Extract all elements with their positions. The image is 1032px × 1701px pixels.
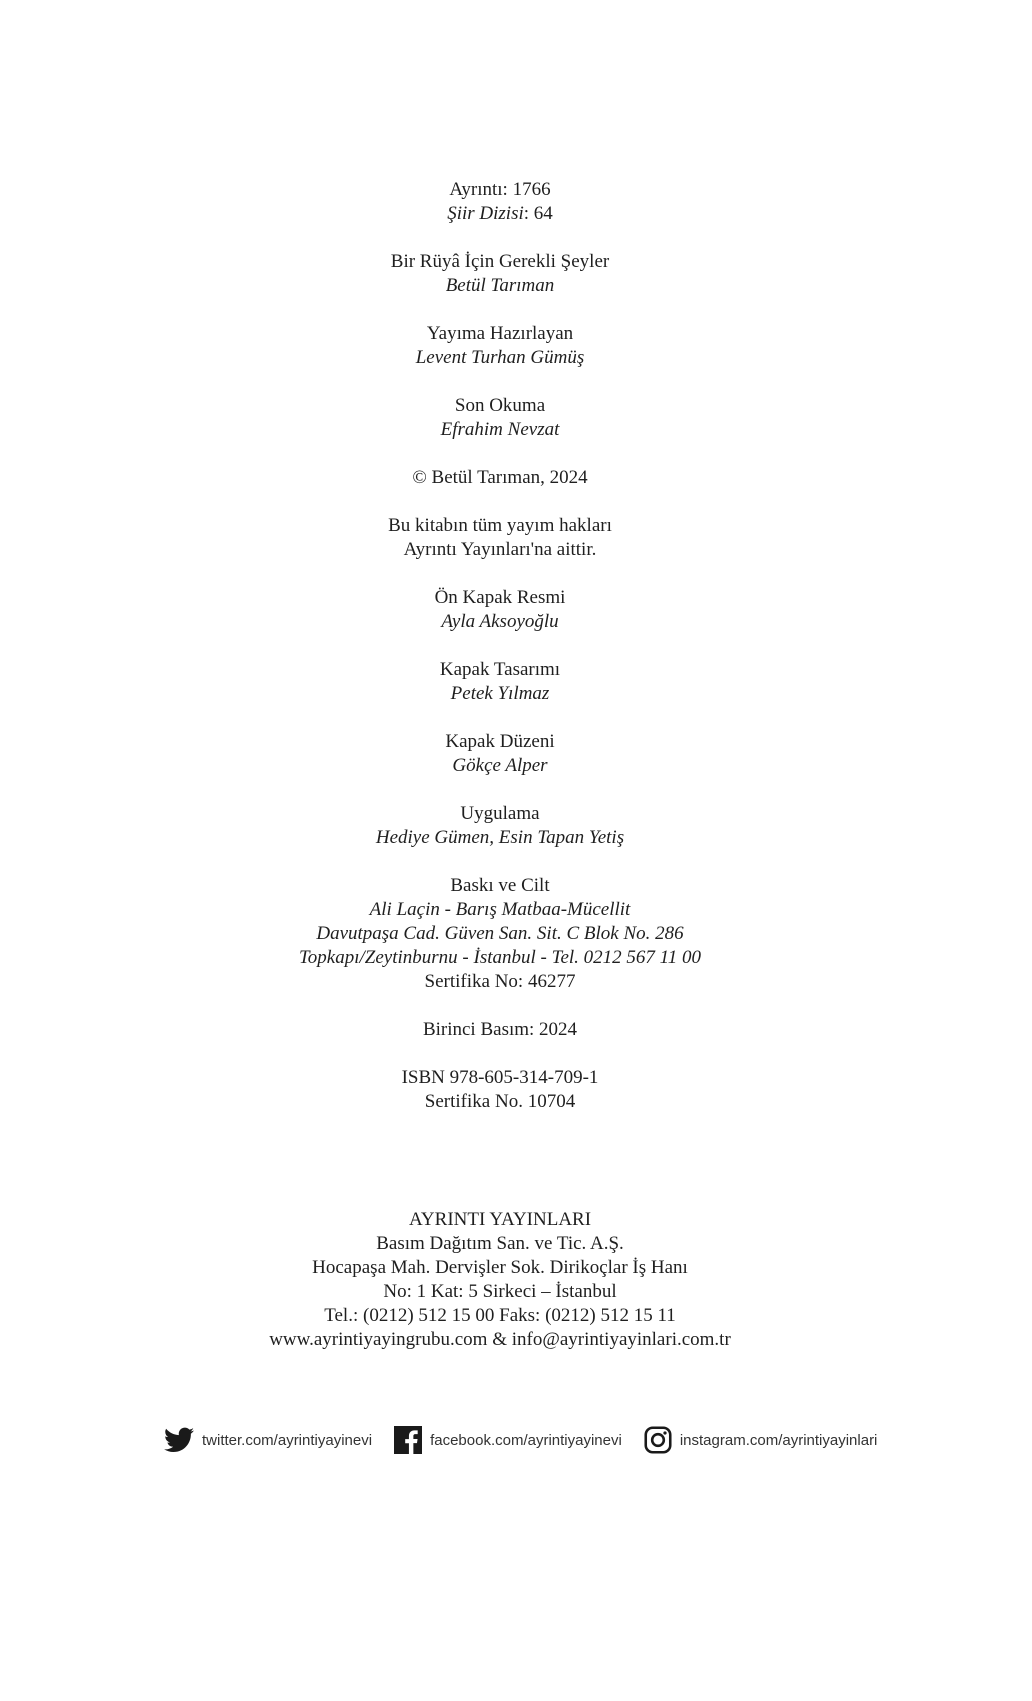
implementation-name: Hediye Gümen, Esin Tapan Yetiş <box>375 827 625 848</box>
series-value: : 64 <box>523 203 553 224</box>
publisher-web: www.ayrintiyayingrubu.com & info@ayrintiyayinlari.com.tr <box>269 1329 731 1350</box>
printing-certificate: Sertifika No: 46277 <box>424 971 576 992</box>
twitter-icon <box>164 1427 194 1453</box>
copyright-block <box>0 466 1000 490</box>
facebook-icon <box>394 1426 422 1454</box>
cover-design-label: Kapak Tasarımı <box>439 659 561 680</box>
publisher-company: Basım Dağıtım San. ve Tic. A.Ş. <box>376 1233 624 1254</box>
isbn-number: ISBN 978-605-314-709-1 <box>401 1067 599 1088</box>
cover-image-name: Ayla Aksoyoğlu <box>441 611 559 632</box>
copyright-line: © Betül Tarıman, 2024 <box>412 467 588 488</box>
publisher-address-1: Hocapaşa Mah. Dervişler Sok. Dirikoçlar İş Hanı <box>312 1257 688 1278</box>
social-facebook[interactable] <box>394 1426 622 1454</box>
series-sub <box>0 202 1000 226</box>
printing-block <box>0 874 1000 994</box>
book-block <box>0 250 1000 298</box>
proofreading-name: Efrahim Nevzat <box>440 419 560 440</box>
series-number: Ayrıntı: 1766 <box>449 179 551 200</box>
implementation-label: Uygulama <box>460 803 540 824</box>
instagram-link-text: instagram.com/ayrintiyayinlari <box>679 1431 878 1449</box>
book-author: Betül Tarıman <box>445 275 555 296</box>
cover-layout-name: Gökçe Alper <box>452 755 548 776</box>
proofreading-label: Son Okuma <box>454 395 546 416</box>
editor-block <box>0 322 1000 370</box>
publisher-name: AYRINTI YAYINLARI <box>408 1209 592 1230</box>
editor-name: Levent Turhan Gümüş <box>415 347 585 368</box>
cover-layout-label: Kapak Düzeni <box>445 731 555 752</box>
first-edition: Birinci Basım: 2024 <box>422 1019 578 1040</box>
instagram-icon <box>644 1426 672 1454</box>
social-twitter[interactable] <box>164 1427 372 1453</box>
first-edition-block <box>0 1018 1000 1042</box>
editor-label: Yayıma Hazırlayan <box>426 323 574 344</box>
isbn-block <box>0 1066 1000 1114</box>
social-instagram[interactable] <box>644 1426 878 1454</box>
implementation-block <box>0 802 1000 850</box>
twitter-link-text: twitter.com/ayrintiyayinevi <box>202 1431 373 1449</box>
series-block <box>0 178 1000 226</box>
cover-layout-block <box>0 730 1000 778</box>
publisher-block <box>0 1208 1000 1352</box>
printing-line-1: Ali Laçin - Barış Matbaa-Mücellit <box>369 899 631 920</box>
rights-line-1: Bu kitabın tüm yayım hakları <box>388 515 612 536</box>
cover-image-block <box>0 586 1000 634</box>
printing-label: Baskı ve Cilt <box>450 875 550 896</box>
facebook-link-text: facebook.com/ayrintiyayinevi <box>430 1431 622 1449</box>
social-links <box>164 1426 899 1454</box>
proofreading-block <box>0 394 1000 442</box>
cover-design-block <box>0 658 1000 706</box>
printing-line-2: Davutpaşa Cad. Güven San. Sit. C Blok No. 286 <box>316 923 684 944</box>
series-label: Şiir Dizisi <box>447 203 524 224</box>
publisher-address-2: No: 1 Kat: 5 Sirkeci – İstanbul <box>383 1281 617 1302</box>
rights-block <box>0 514 1000 562</box>
cover-design-name: Petek Yılmaz <box>450 683 550 704</box>
cover-image-label: Ön Kapak Resmi <box>434 587 566 608</box>
book-title: Bir Rüyâ İçin Gerekli Şeyler <box>390 251 610 272</box>
publisher-phone: Tel.: (0212) 512 15 00 Faks: (0212) 512 15 11 <box>324 1305 676 1326</box>
rights-line-2: Ayrıntı Yayınları'na aittir. <box>403 539 597 560</box>
colophon <box>0 178 1000 1138</box>
printing-line-3: Topkapı/Zeytinburnu - İstanbul - Tel. 0212 567 11 00 <box>298 947 701 968</box>
isbn-certificate: Sertifika No. 10704 <box>424 1091 576 1112</box>
